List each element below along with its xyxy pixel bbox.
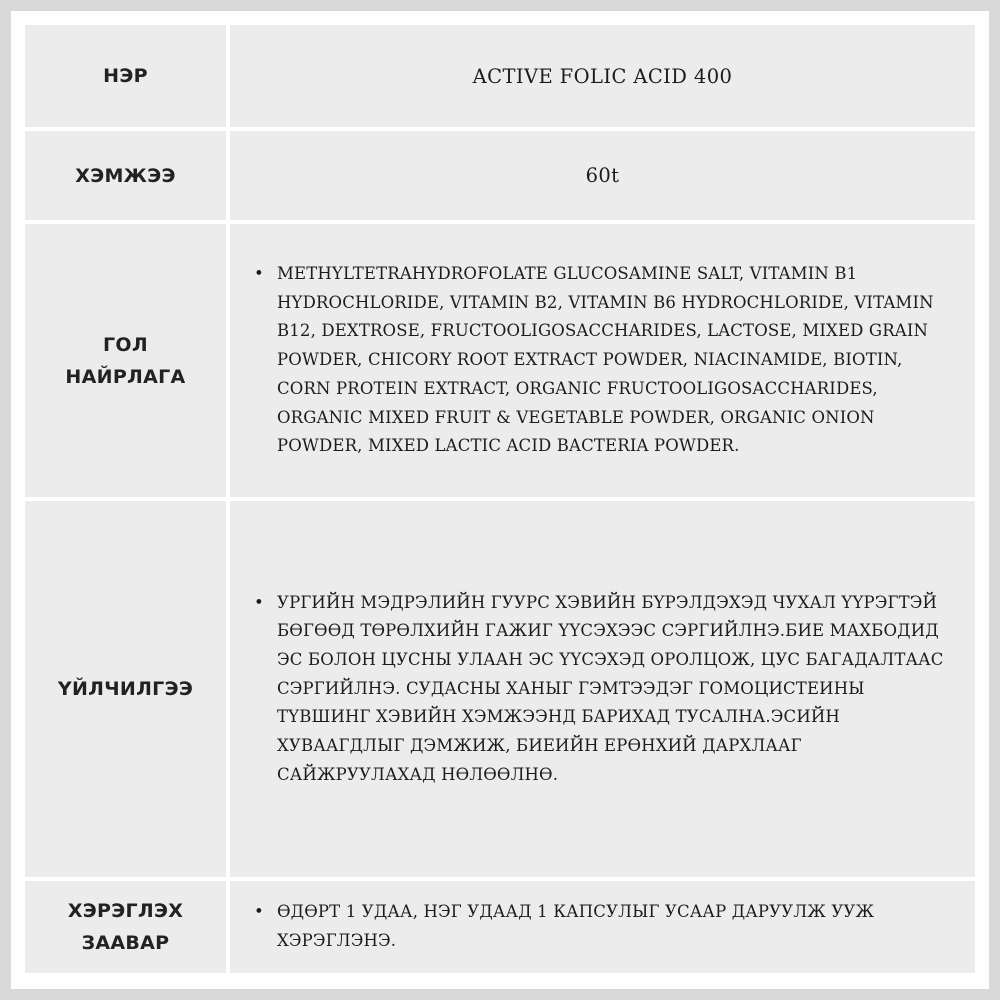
name-value-cell (230, 25, 975, 127)
usage-label-cell (25, 881, 226, 973)
size-label: ХЭМЖЭЭ (75, 164, 176, 187)
size-value-cell (230, 131, 975, 220)
ingredients-label-cell (25, 224, 226, 497)
ingredients-value-cell (230, 224, 975, 497)
effect-text: • УРГИЙН МЭДРЭЛИЙН ГУУРС ХЭВИЙН БҮРЭЛДЭХЭД ЧУХАЛ ҮҮРЭГТЭЙ БӨГӨӨД ТӨРӨЛХИЙН ГАЖИГ ҮҮСЭХЭЭС СЭРГИЙЛНЭ.БИЕ МАХБОДИД ЭС БОЛОН ЦУСНЫ УЛААН ЭС ҮҮСЭХЭД ОРОЛЦОЖ, ЦУС БАГАДАЛТААС СЭРГИЙЛНЭ. СУДАСНЫ ХАНЫГ ГЭМТЭЭДЭГ ГОМОЦИСТЕИНЫ ТҮВШИНГ ХЭВИЙН ХЭМЖЭЭНД БАРИХАД ТУСАЛНА.ЭСИЙН ХУВААГДЛЫГ ДЭМЖИЖ, БИЕИЙН ЕРӨНХИЙ ДАРХЛААГ САЙЖРУУЛАХАД НӨЛӨӨЛНӨ. (252, 589, 955, 790)
product-name: ACTIVE FOLIC ACID 400 (472, 64, 733, 88)
effect-list (252, 589, 955, 790)
effect-value-cell (230, 501, 975, 877)
product-size: 60t (585, 164, 620, 187)
product-info-table (11, 11, 989, 989)
usage-list (252, 898, 955, 955)
ingredients-label-line-2: НАЙРЛАГА (65, 365, 186, 388)
usage-label-line-1: ХЭРЭГЛЭХ (67, 900, 184, 922)
name-label-cell (25, 25, 226, 127)
usage-label-line-2: ЗААВАР (81, 932, 170, 954)
ingredients-text: • METHYLTETRAHYDROFOLATE GLUCOSAMINE SALT, VITAMIN B1 HYDROCHLORIDE, VITAMIN B2, VITAMIN B6 HYDROCHLORIDE, VITAMIN B12, DEXTROSE, FRUCTOOLIGOSACCHARIDES, LACTOSE, MIXED GRAIN POWDER, CHICORY ROOT EXTRACT POWDER, NIACINAMIDE, BIOTIN, CORN PROTEIN EXTRACT, ORGANIC FRUCTOOLIGOSACCHARIDES, ORGANIC MIXED FRUIT & VEGETABLE POWDER, ORGANIC ONION POWDER, MIXED LACTIC ACID BACTERIA POWDER. (252, 260, 955, 461)
usage-text: • ӨДӨРТ 1 УДАА, НЭГ УДААД 1 КАПСУЛЫГ УСААР ДАРУУЛЖ УУЖ ХЭРЭГЛЭНЭ. (252, 898, 955, 955)
effect-label: ҮЙЛЧИЛГЭЭ (57, 678, 194, 700)
ingredients-label-line-1: ГОЛ (103, 333, 148, 356)
usage-value-cell (230, 881, 975, 973)
ingredients-list (252, 260, 955, 461)
size-label-cell (25, 131, 226, 220)
effect-label-cell (25, 501, 226, 877)
name-label: НЭР (103, 65, 148, 87)
